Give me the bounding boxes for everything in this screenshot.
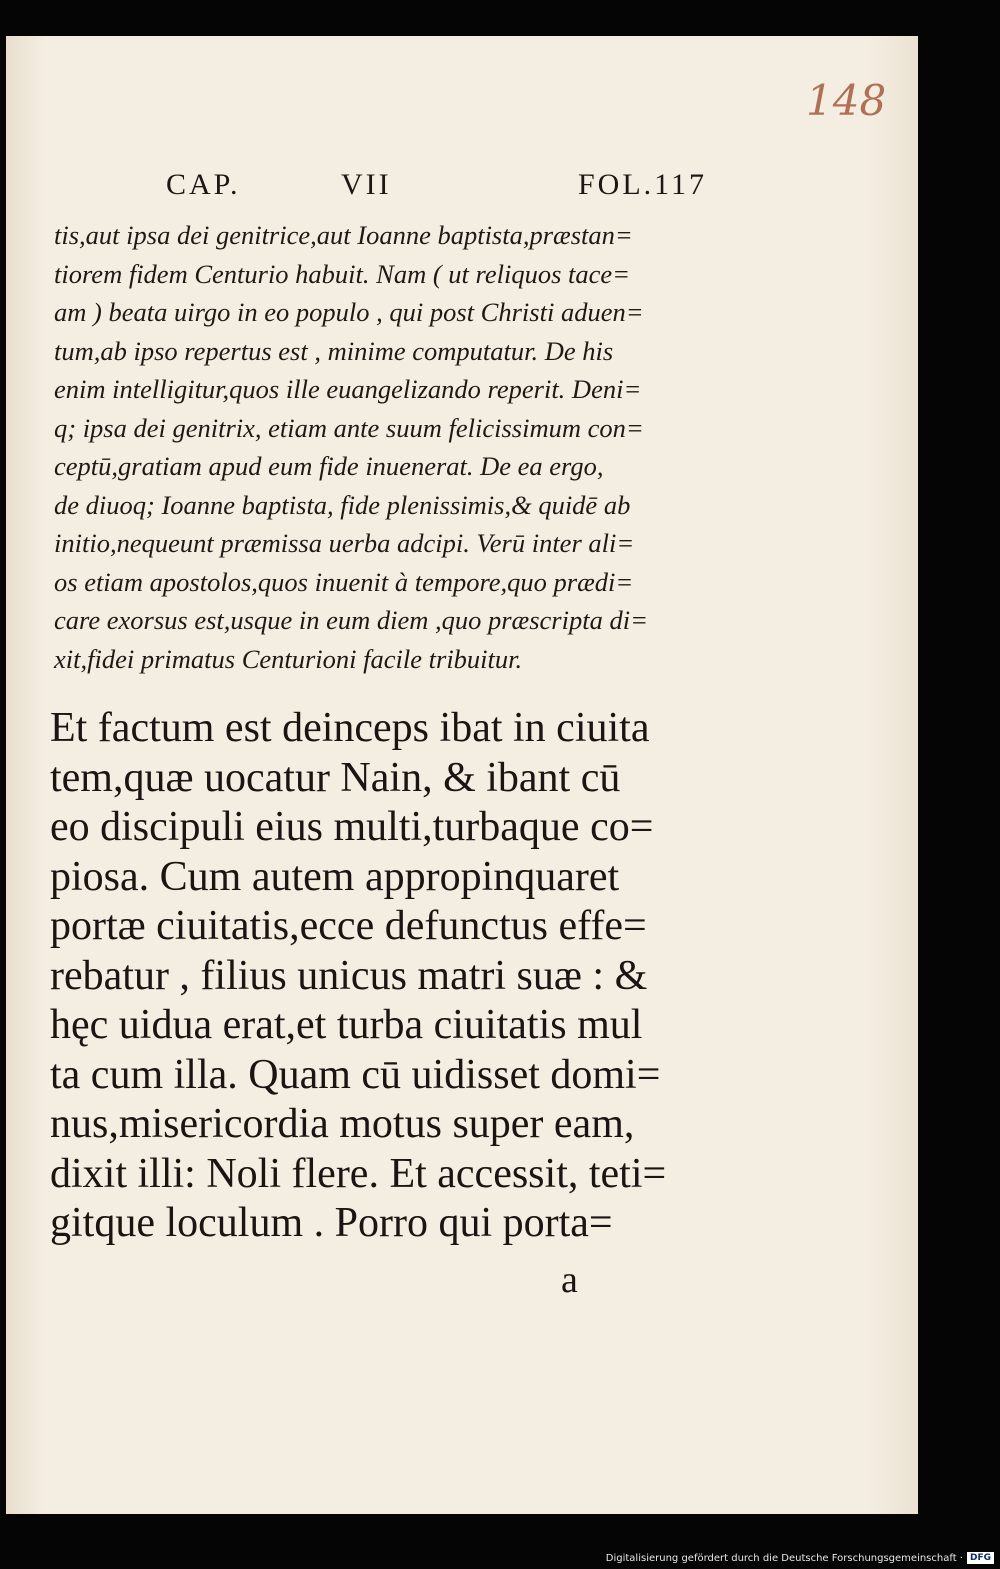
commentary-line: tiorem fidem Centurio habuit. Nam ( ut reliquos tace= <box>54 258 631 289</box>
main-line: piosa. Cum autem appropinquaret <box>50 853 620 900</box>
main-line: eo discipuli eius multi,turbaque co= <box>50 804 654 850</box>
commentary-line: xit,fidei primatus Centurioni facile tribuitur. <box>54 643 523 674</box>
main-line: rebatur , filius unicus matri suæ : & <box>50 952 648 999</box>
commentary-line: tis,aut ipsa dei genitrice,aut Ioanne baptista,præstan= <box>54 220 633 250</box>
catchword: a <box>561 1259 578 1301</box>
footer-text: Digitalisierung gefördert durch die Deutsche Forschungsgemeinschaft · <box>605 1552 963 1564</box>
dfg-logo-icon: DFG <box>967 1552 994 1564</box>
commentary-line: care exorsus est,usque in eum diem ,quo præscripta di= <box>54 605 648 635</box>
header-chapter: VII <box>341 168 392 201</box>
commentary-line: initio,nequeunt præmissa uerba adcipi. Verū inter ali= <box>54 528 635 558</box>
main-line: dixit illi: Noli flere. Et accessit, teti= <box>50 1150 667 1197</box>
main-line: tem,quæ uocatur Nain, & ibant cū <box>50 754 621 801</box>
commentary-line: tum,ab ipso repertus est , minime computatur. De his <box>54 335 614 366</box>
commentary-line: de diuoq; Ioanne baptista, fide plenissimis,& quidē ab <box>54 489 631 520</box>
header-folio: FOL.117 <box>578 168 708 201</box>
commentary-line: am ) beata uirgo in eo populo , qui post Christi aduen= <box>54 297 644 327</box>
main-line: gitque loculum . Porro qui porta= <box>50 1200 613 1246</box>
running-header <box>56 168 726 208</box>
header-cap: CAP. <box>166 168 241 201</box>
main-line: Et factum est deinceps ibat in ciuita <box>50 705 650 751</box>
commentary-text <box>54 216 714 678</box>
main-text <box>50 704 720 1249</box>
commentary-line: q; ipsa dei genitrix, etiam ante suum felicissimum con= <box>54 412 644 443</box>
commentary-line: enim intelligitur,quos ille euangelizando reperit. Deni= <box>54 374 642 404</box>
commentary-line: os etiam apostolos,quos inuenit à tempore,quo prædi= <box>54 566 634 597</box>
folio-mark: 148 <box>806 76 887 125</box>
book-page <box>6 36 918 1514</box>
main-line: nus,misericordia motus super eam, <box>50 1101 635 1147</box>
main-line: ta cum illa. Quam cū uidisset domi= <box>50 1051 661 1098</box>
main-line: portæ ciuitatis,ecce defunctus effe= <box>50 903 647 949</box>
main-line: hęc uidua erat,et turba ciuitatis mul <box>50 1002 643 1048</box>
footer-credit <box>606 1550 994 1566</box>
commentary-line: ceptū,gratiam apud eum fide inuenerat. De ea ergo, <box>54 451 604 481</box>
